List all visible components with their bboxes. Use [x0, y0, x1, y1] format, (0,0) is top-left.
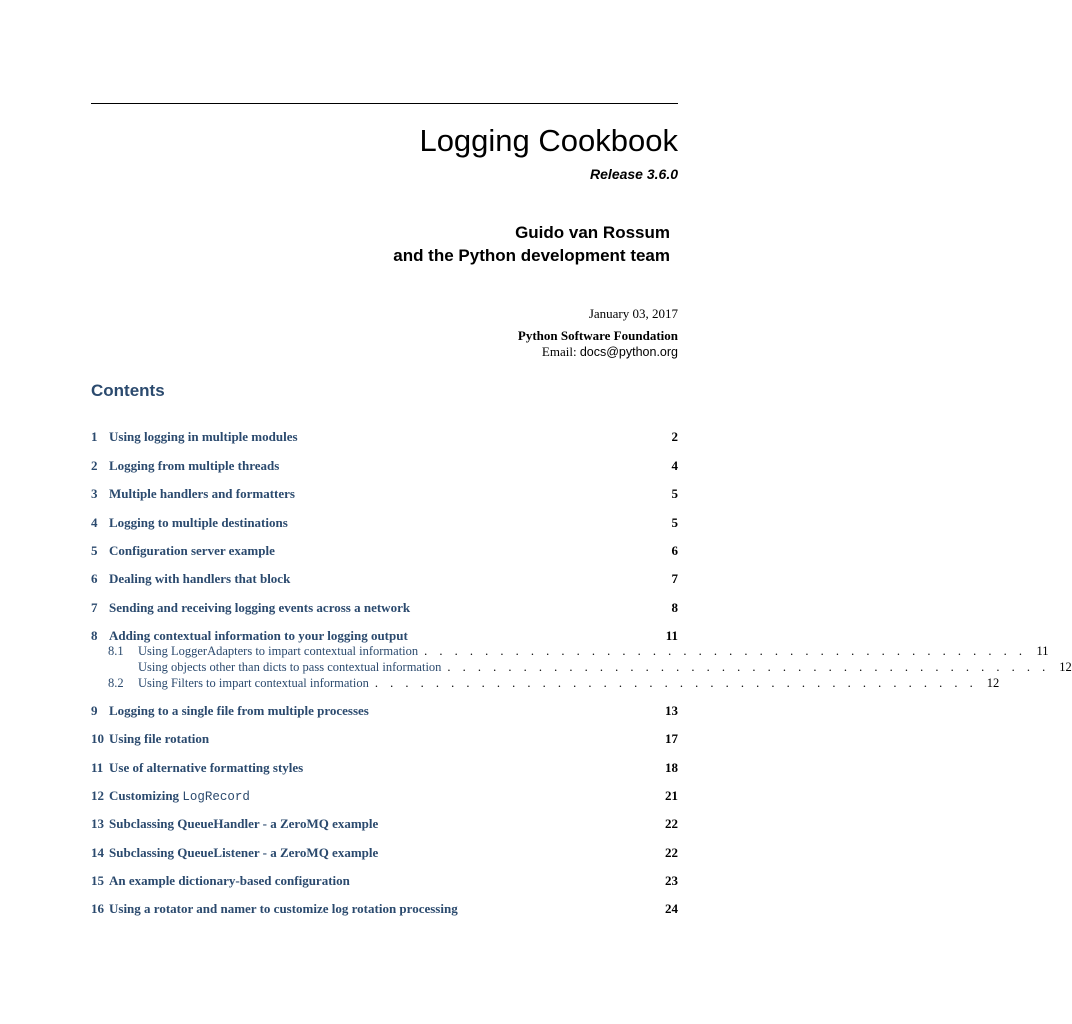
- toc-entry[interactable]: [91, 788, 678, 806]
- toc-entry[interactable]: [91, 901, 678, 919]
- toc-subentry[interactable]: [108, 644, 1049, 660]
- toc-link[interactable]: Using logging in multiple modules: [109, 429, 298, 444]
- author-primary: Guido van Rossum: [515, 223, 670, 242]
- toc-entry[interactable]: [91, 486, 678, 504]
- toc-entry[interactable]: [91, 429, 678, 447]
- toc-entry[interactable]: [91, 600, 678, 618]
- toc-number: 15: [91, 873, 104, 888]
- toc-link[interactable]: Adding contextual information to your logging output: [109, 628, 408, 643]
- toc-number: 16: [91, 901, 104, 916]
- toc-link-code: LogRecord: [182, 790, 250, 804]
- author-team: and the Python development team: [393, 246, 670, 265]
- toc-number: 6: [91, 571, 98, 586]
- toc-link[interactable]: Logging from multiple threads: [109, 458, 280, 473]
- toc-number: 9: [91, 703, 98, 718]
- toc-page: 4: [671, 458, 678, 473]
- toc-link[interactable]: Use of alternative formatting styles: [109, 760, 304, 775]
- publication-date: January 03, 2017: [588, 306, 678, 321]
- toc-page: 22: [665, 816, 678, 831]
- toc-link[interactable]: Logging to a single file from multiple processes: [109, 703, 369, 718]
- toc-entry[interactable]: [91, 703, 678, 721]
- toc-link[interactable]: Configuration server example: [109, 543, 275, 558]
- toc-entry[interactable]: [91, 816, 678, 834]
- toc-number: 2: [91, 458, 98, 473]
- toc-entry[interactable]: [91, 845, 678, 863]
- toc-page: 2: [671, 429, 678, 444]
- toc-entry[interactable]: [91, 760, 678, 778]
- toc-subentry[interactable]: [108, 660, 1072, 676]
- authors: [393, 221, 670, 267]
- toc-page: 23: [665, 873, 678, 888]
- toc-number: 10: [91, 731, 104, 746]
- toc-sub-link[interactable]: Using objects other than dicts to pass contextual information: [138, 660, 442, 674]
- email-link[interactable]: docs@python.org: [579, 345, 678, 359]
- toc-page: 13: [665, 703, 678, 718]
- toc-entry[interactable]: [91, 543, 678, 561]
- toc-entry[interactable]: [91, 458, 678, 476]
- toc-page: 22: [665, 845, 678, 860]
- toc-number: 14: [91, 845, 104, 860]
- release-label: Release 3.6.0: [590, 166, 678, 182]
- toc-entry[interactable]: [91, 731, 678, 749]
- toc-link[interactable]: Multiple handlers and formatters: [109, 486, 295, 501]
- toc-sub-link[interactable]: Using LoggerAdapters to impart contextual information: [138, 644, 419, 658]
- toc-link[interactable]: Logging to multiple destinations: [109, 515, 288, 530]
- toc-sub-page: 11: [1036, 644, 1049, 658]
- toc-link[interactable]: Using a rotator and namer to customize log rotation processing: [109, 901, 458, 916]
- toc-page: 6: [671, 543, 678, 558]
- toc-sub-page: 12: [1059, 660, 1072, 674]
- toc-link[interactable]: Subclassing QueueHandler - a ZeroMQ example: [109, 816, 379, 831]
- toc-link[interactable]: Using file rotation: [109, 731, 210, 746]
- toc-page: 8: [671, 600, 678, 615]
- toc-link-text: Customizing: [109, 788, 180, 803]
- toc-entry[interactable]: [91, 571, 678, 589]
- header-rule: [91, 103, 678, 104]
- toc-leader-dots: . . . . . . . . . . . . . . . . . . . . . . . . . . . . . . . . . . . . . . . .: [447, 660, 1050, 674]
- toc-link[interactable]: Sending and receiving logging events across a network: [109, 600, 411, 615]
- toc-number: 5: [91, 543, 98, 558]
- organization: Python Software Foundation: [517, 328, 678, 343]
- document-title: Logging Cookbook: [419, 123, 678, 158]
- toc-link[interactable]: Subclassing QueueListener - a ZeroMQ example: [109, 845, 379, 860]
- toc-leader-dots: . . . . . . . . . . . . . . . . . . . . . . . . . . . . . . . . . . . . . . . .: [424, 644, 1027, 658]
- toc-page: 5: [671, 486, 678, 501]
- toc-leader-dots: . . . . . . . . . . . . . . . . . . . . . . . . . . . . . . . . . . . . . . . .: [374, 676, 978, 690]
- toc-number: 3: [91, 486, 98, 501]
- toc-subentry[interactable]: [108, 676, 1000, 692]
- toc-sub-number: 8.1: [108, 644, 124, 658]
- toc-page: 17: [665, 731, 678, 746]
- toc-number: 11: [91, 760, 104, 775]
- toc-page: 24: [665, 901, 678, 916]
- email-line: [542, 344, 678, 360]
- toc-number: 12: [91, 788, 104, 803]
- toc-sub-link[interactable]: Using Filters to impart contextual information: [138, 676, 369, 690]
- toc-number: 7: [91, 600, 98, 615]
- toc-number: 8: [91, 628, 98, 643]
- toc-number: 4: [91, 515, 98, 530]
- toc-page: 5: [671, 515, 678, 530]
- toc-page: 18: [665, 760, 678, 775]
- toc-link[interactable]: An example dictionary-based configuration: [109, 873, 350, 888]
- toc-page: 11: [665, 628, 678, 643]
- toc-sub-page: 12: [986, 676, 1000, 690]
- toc-entry[interactable]: [91, 515, 678, 533]
- toc-page: 7: [671, 571, 678, 586]
- toc-link[interactable]: [109, 788, 250, 804]
- toc-number: 1: [91, 429, 98, 444]
- toc-entry[interactable]: [91, 873, 678, 891]
- toc-number: 13: [91, 816, 104, 831]
- toc-link[interactable]: Dealing with handlers that block: [109, 571, 291, 586]
- toc-page: 21: [665, 788, 678, 803]
- contents-heading: Contents: [91, 381, 165, 400]
- toc-sub-number: 8.2: [108, 676, 124, 690]
- email-label: Email:: [541, 344, 577, 359]
